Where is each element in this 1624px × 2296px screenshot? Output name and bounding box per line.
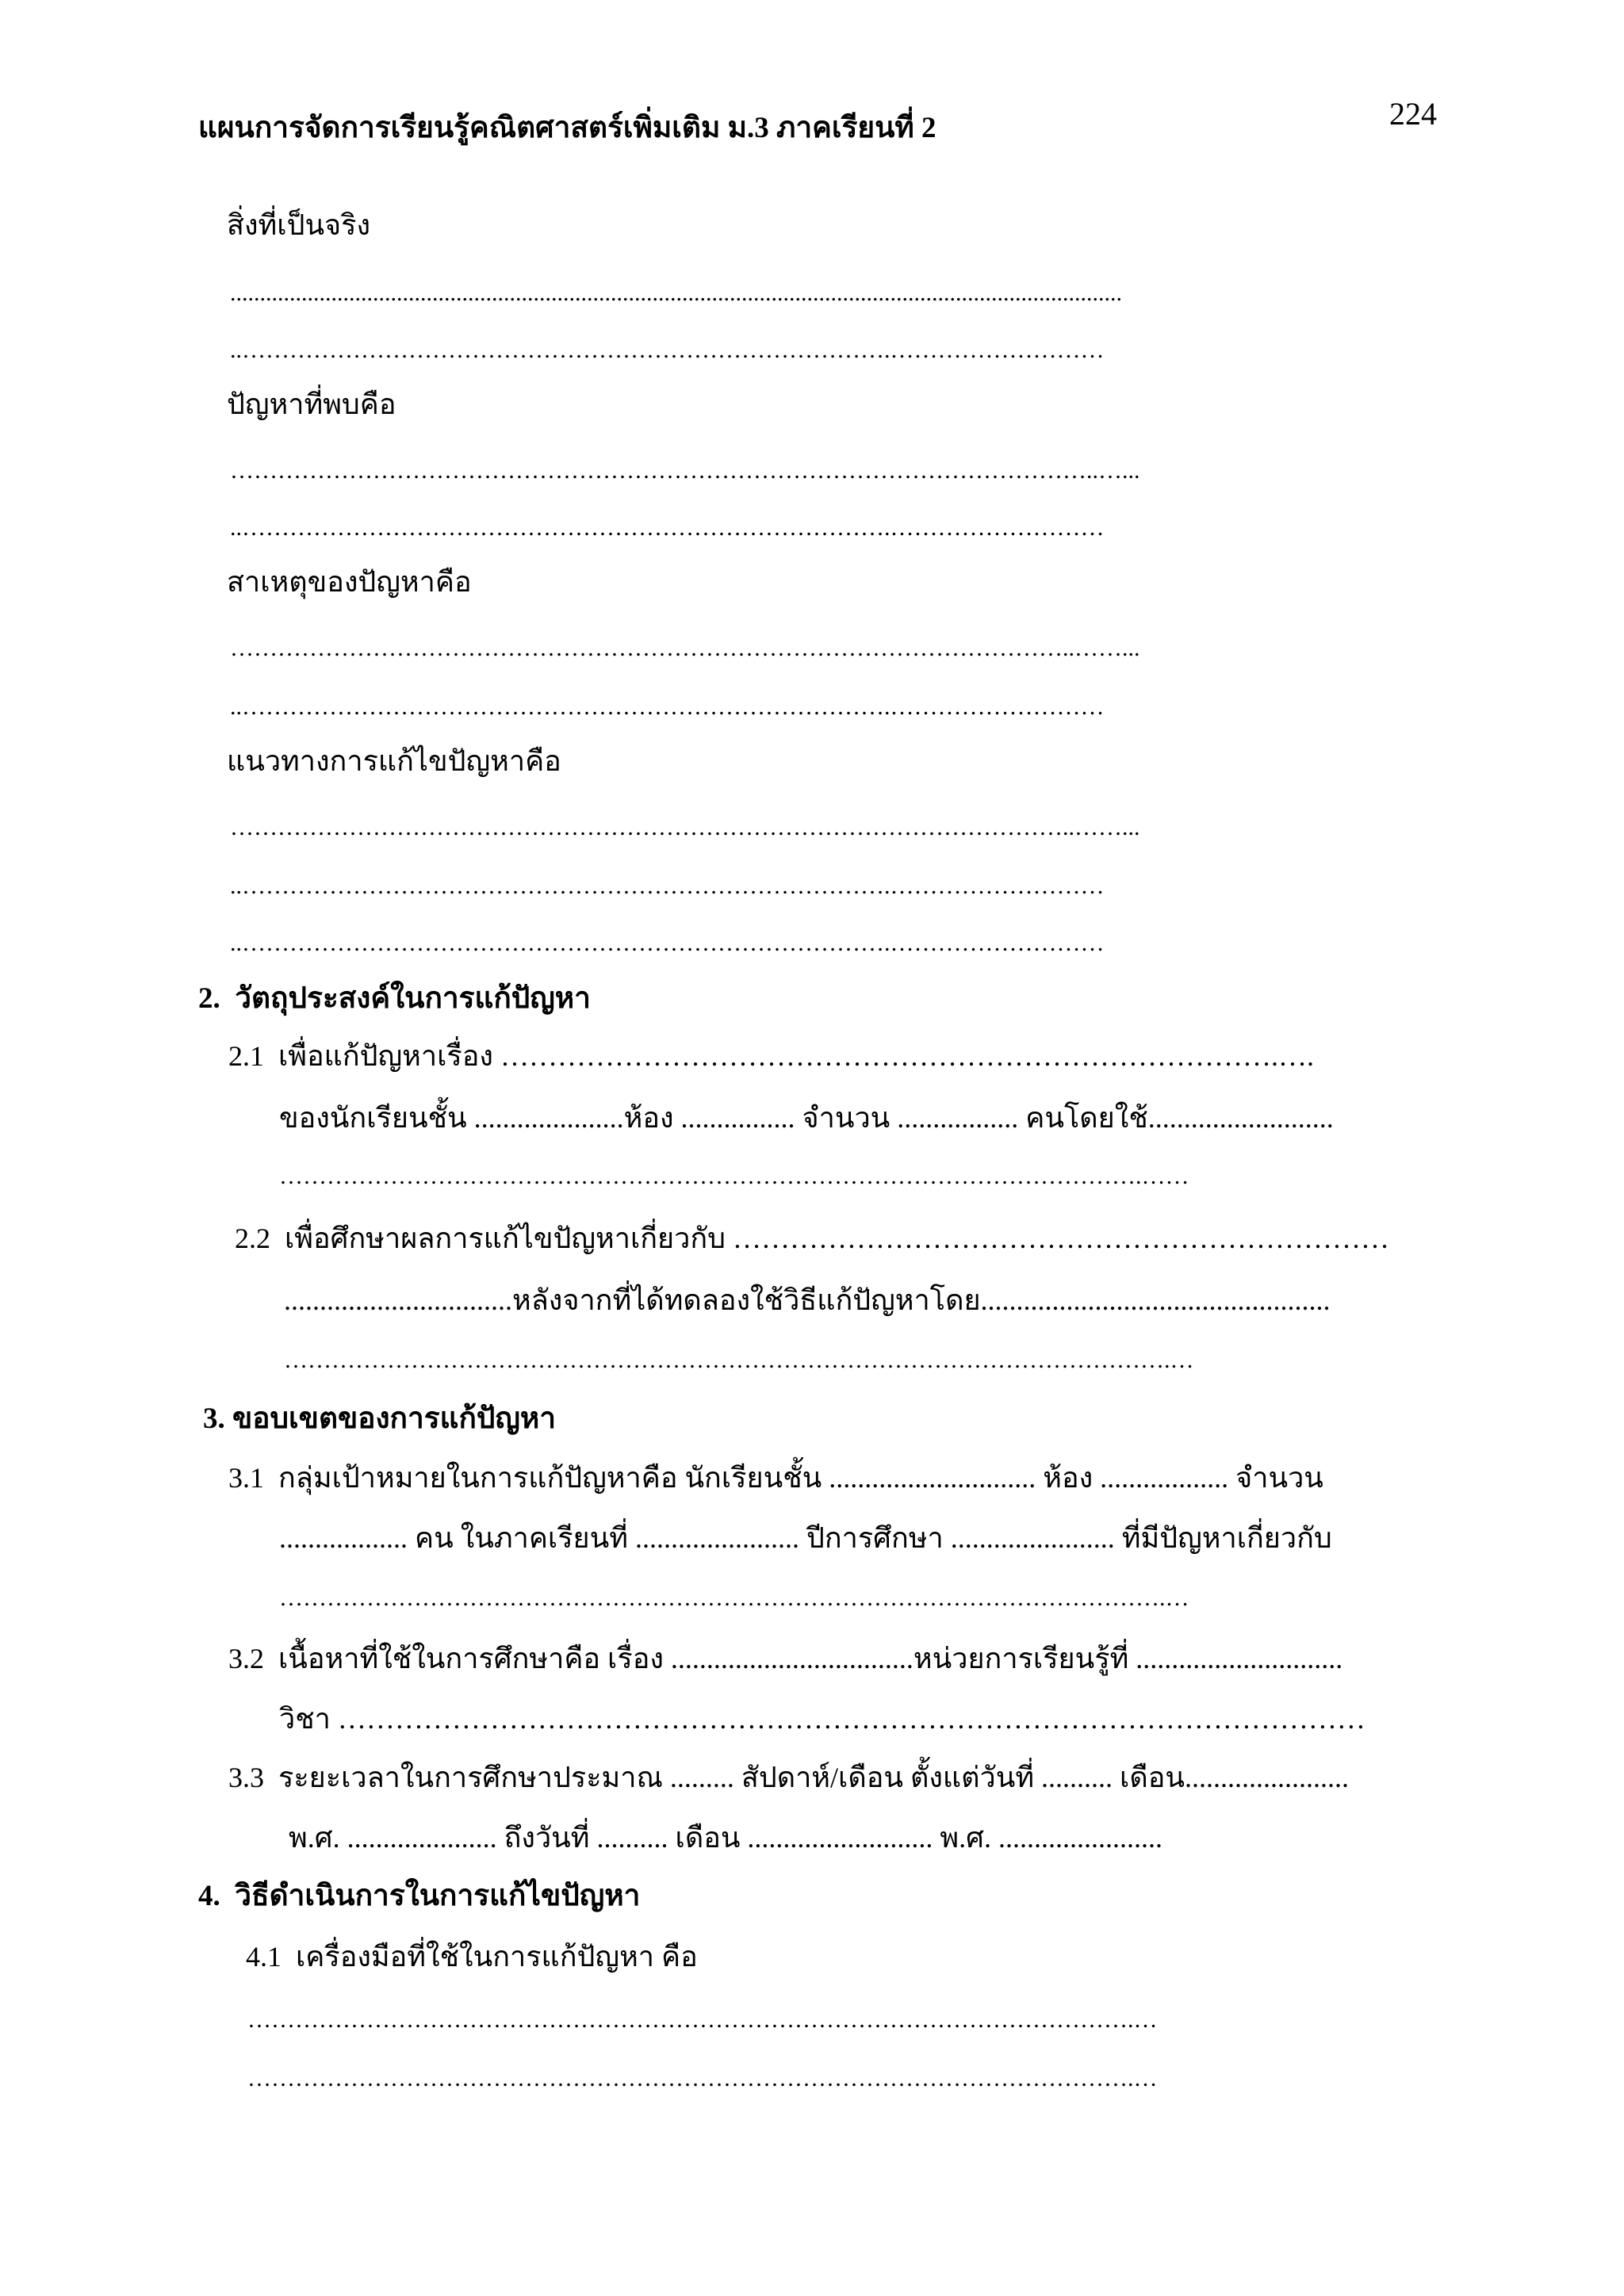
label-fact: สิ่งที่เป็นจริง xyxy=(227,209,371,241)
objective-2-1-line-1: 2.1 เพื่อแก้ปัญหาเรื่อง ……………………………………………………………………….…. xyxy=(228,1040,1314,1072)
scope-3-1-line-1: 3.1 กลุ่มเป้าหมายในการแก้ปัญหาคือ นักเรียนชั้น ............................. ห้อง .................. จำนวน xyxy=(228,1462,1323,1494)
method-4-1-line-2: ………………………………………………………………………………………………….… xyxy=(247,2007,1158,2033)
header-title: แผนการจัดการเรียนรู้คณิตศาสตร์เพิ่มเติม ม.3 ภาคเรียนที่ 2 xyxy=(198,112,936,144)
page-number: 224 xyxy=(1389,96,1437,132)
section-3-heading: 3. ขอบเขตของการแก้ปัญหา xyxy=(203,1402,557,1435)
objective-2-2-line-1: 2.2 เพื่อศึกษาผลการแก้ไขปัญหาเกี่ยวกับ …………………………………………………………… xyxy=(235,1223,1389,1254)
label-solution: แนวทางการแก้ไขปัญหาคือ xyxy=(227,745,561,777)
solution-line-3: ..……………………………………………………………………….……………………… xyxy=(230,930,1105,956)
scope-3-2-line-2: วิชา ……………………………………………………………………………………………… xyxy=(279,1703,1365,1735)
solution-line-1: ……………………………………………………………………………………………..……... xyxy=(230,814,1140,840)
problem-line-2: ..……………………………………………………………………….……………………… xyxy=(230,515,1105,541)
fact-line-2: ..……………………………………………………………………….……………………… xyxy=(230,337,1105,363)
objective-2-2-line-2: ................................หลังจากที่ได้ทดลองใช้วิธีแก้ปัญหาโดย................................................. xyxy=(284,1284,1331,1316)
objective-2-1-line-3: ……………………………………………………………………………………………….…… xyxy=(279,1163,1189,1189)
label-problem: ปัญหาที่พบคือ xyxy=(227,388,396,420)
objective-2-1-line-2: ของนักเรียนชั้น .....................ห้อง ................ จำนวน ................. คนโดยใช้.......................... xyxy=(279,1102,1334,1134)
scope-3-1-line-3: ………………………………………………………………………………………………….… xyxy=(279,1585,1189,1611)
problem-line-1: ………………………………………………………………………………………………..…... xyxy=(230,457,1140,484)
scope-3-3-line-1: 3.3 ระยะเวลาในการศึกษาประมาณ ......... สัปดาห์/เดือน ตั้งแต่วันที่ .......... เดือน....................... xyxy=(228,1762,1349,1793)
cause-line-2: ..……………………………………………………………………….……………………… xyxy=(230,694,1105,720)
label-cause: สาเหตุของปัญหาคือ xyxy=(227,566,472,598)
scope-3-3-line-2: พ.ศ. ..................... ถึงวันที่ .......... เดือน .......................... พ.ศ. ....................... xyxy=(289,1822,1163,1854)
scope-3-1-line-2: .................. คน ในภาคเรียนที่ ....................... ปีการศึกษา ....................... ที่มีปัญหาเกี่ยวกับ xyxy=(279,1522,1332,1554)
method-4-1-line-3: ………………………………………………………………………………………………….… xyxy=(247,2065,1158,2091)
cause-line-1: ……………………………………………………………………………………………..……... xyxy=(230,635,1140,661)
solution-line-2: ..……………………………………………………………………….……………………… xyxy=(230,873,1105,899)
fact-line-1: ...................................................................................................................................................... xyxy=(230,280,1122,306)
section-4-heading: 4. วิธีดำเนินการในการแก้ไขปัญหา xyxy=(198,1880,641,1912)
objective-2-2-line-3: ………………………………………………………………………………………………….… xyxy=(284,1347,1194,1373)
method-4-1-line-1: 4.1 เครื่องมือที่ใช้ในการแก้ปัญหา คือ xyxy=(246,1941,698,1973)
section-2-heading: 2. วัตถุประสงค์ในการแก้ปัญหา xyxy=(198,982,591,1015)
scope-3-2-line-1: 3.2 เนื้อหาที่ใช้ในการศึกษาคือ เรื่อง ..................................หน่วยการเรียนรู้ที่ ............................. xyxy=(228,1643,1343,1674)
